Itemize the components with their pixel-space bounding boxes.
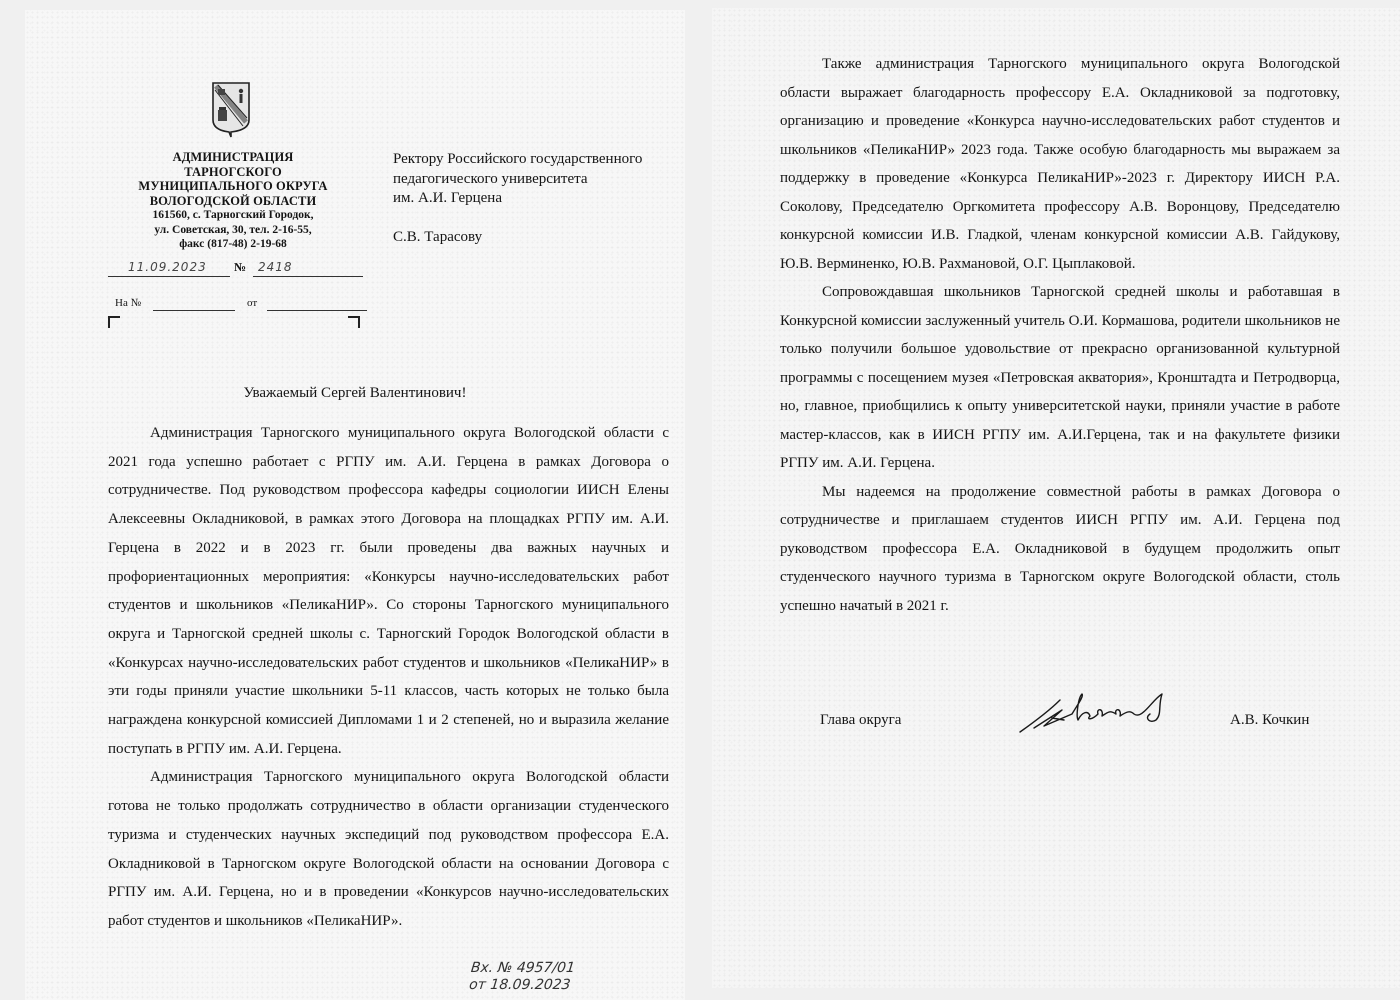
incoming-registration-stamp bbox=[468, 960, 576, 994]
body-paragraph: Администрация Тарногского муниципального округа Вологодской области с 2021 года успешно работает с РГПУ им. А.И. Герцена в рамках Договора о сотрудничестве. Под руководством профессора кафедры социологии ИИСН Елены Алексеевны Окладниковой, в рамках этого Договора на площадках РГПУ им. А.И. Герцена в 2022 и в 2023 гг. были проведены два важных научных и профориентационных мероприятия: «Конкурсы научно-исследовательских работ студентов и школьников «ПеликаНИР». Со стороны Тарногского муниципального округа и Тарногской средней школы с. Тарногский Городок Вологодской области в «Конкурсах научно-исследовательских работ студентов и школьников «ПеликаНИР» в эти годы приняли участие школьники 5-11 классов, часть которых не только была награждена конкурсной комиссией Дипломами 1 и 2 степеней, но и выразила желание поступать в РГПУ им. А.И. Герцена. bbox=[108, 425, 669, 757]
reply-number-blank bbox=[153, 310, 235, 311]
recipient-line: педагогического университета bbox=[393, 170, 588, 187]
org-name-line: МУНИЦИПАЛЬНОГО ОКРУГА bbox=[138, 179, 328, 193]
recipient-block bbox=[393, 150, 693, 247]
org-address-line: ул. Советская, 30, тел. 2-16-55, bbox=[154, 223, 312, 236]
number-underline bbox=[253, 276, 363, 277]
handwritten-date: 11.09.2023 bbox=[128, 260, 207, 274]
body-paragraph: Также администрация Тарногского муниципального округа Вологодской области выражает благодарность профессору Е.А. Окладниковой за подготовку, организацию и проведение «Конкурса научно-исследовательских работ студентов и школьников «ПеликаНИР» 2023 года. Также особую благодарность мы выражаем за поддержку в проведение «Конкурса ПеликаНИР»-2023 г. Директору ИИСН Р.А. Соколову, Председателю Оргкомитета профессору А.В. Воронцову, Председателю конкурсной комиссии И.В. Гладкой, членам конкурсной комиссии А.В. Гайдукову, Ю.В. Верминенко, Ю.В. Рахмановой, О.Г. Цыплаковой. bbox=[780, 56, 1340, 272]
recipient-line: им. А.И. Герцена bbox=[393, 190, 502, 206]
org-address-line: 161560, с. Тарногский Городок, bbox=[152, 209, 314, 221]
salutation: Уважаемый Сергей Валентинович! bbox=[243, 385, 467, 401]
coat-of-arms-icon bbox=[210, 80, 252, 140]
handwritten-reg-number: 2418 bbox=[258, 260, 293, 274]
incoming-date: от 18.09.2023 bbox=[468, 977, 572, 993]
org-address-line: факс (817-48) 2-19-68 bbox=[179, 238, 287, 250]
signatory-name: А.В. Кочкин bbox=[1230, 712, 1310, 728]
address-corner-mark bbox=[348, 316, 360, 328]
org-name-line: ТАРНОГСКОГО bbox=[184, 164, 282, 179]
reply-date-blank bbox=[267, 310, 367, 311]
number-sign: № bbox=[234, 260, 247, 274]
body-paragraph: Администрация Тарногского муниципального округа Вологодской области готова не только продолжать сотрудничество в области организации студенческого туризма и студенческих научных экспедиций под руководством профессора Е.А. Окладниковой в Тарногском округе Вологодской области на основании Договора с РГПУ им. А.И. Герцена, но и в проведении «Конкурсов научно-исследовательских работ студентов и школьников «ПеликаНИР». bbox=[108, 769, 669, 929]
reply-reference-line bbox=[115, 295, 365, 311]
recipient-line: Ректору Российского государственного bbox=[393, 151, 643, 167]
signatory-position: Глава округа bbox=[820, 712, 902, 728]
letter-body-continued bbox=[780, 50, 1340, 620]
sender-org-block bbox=[113, 150, 353, 252]
letter-page-1 bbox=[25, 10, 685, 1000]
signature-block bbox=[782, 698, 1342, 748]
body-paragraph: Сопровождавшая школьников Тарногской средней школы и работавшая в Конкурсной комиссии заслуженный учитель О.И. Кормашова, родители школьников не только получили большое удовольствие от прекрасно организованной культурной программы с посещением музея «Петровская акватория», Кронштадта и Петродворца, но, главное, приобщились к опыту университетской науки, приняли участие в работе мастер-классов, как в ИИСН РГПУ им. А.И.Герцена, так и на факультете физики РГПУ им. А.И. Герцена. bbox=[780, 284, 1340, 471]
org-name-line: АДМИНИСТРАЦИЯ bbox=[172, 150, 294, 164]
letter-page-2 bbox=[712, 8, 1400, 988]
reply-from-label: от bbox=[247, 297, 258, 309]
incoming-number: Вх. № 4957/01 bbox=[470, 960, 576, 976]
org-name-line: ВОЛОГОДСКОЙ ОБЛАСТИ bbox=[149, 193, 317, 208]
registration-line bbox=[108, 257, 363, 277]
letter-body bbox=[108, 419, 669, 936]
body-paragraph: Мы надеемся на продолжение совместной работы в рамках Договора о сотрудничестве и приглашаем студентов ИИСН РГПУ им. А.И. Герцена под руководством профессора Е.А. Окладниковой в будущем продолжить опыт студенческого научного туризма в Тарногском округе Вологодской области, столь успешно начатый в 2021 г. bbox=[780, 483, 1340, 614]
recipient-name: С.В. Тарасову bbox=[393, 228, 483, 245]
reply-to-label: На № bbox=[115, 297, 142, 309]
address-corner-mark bbox=[108, 316, 120, 328]
handwritten-signature-icon bbox=[1012, 690, 1182, 740]
date-underline bbox=[108, 276, 230, 277]
